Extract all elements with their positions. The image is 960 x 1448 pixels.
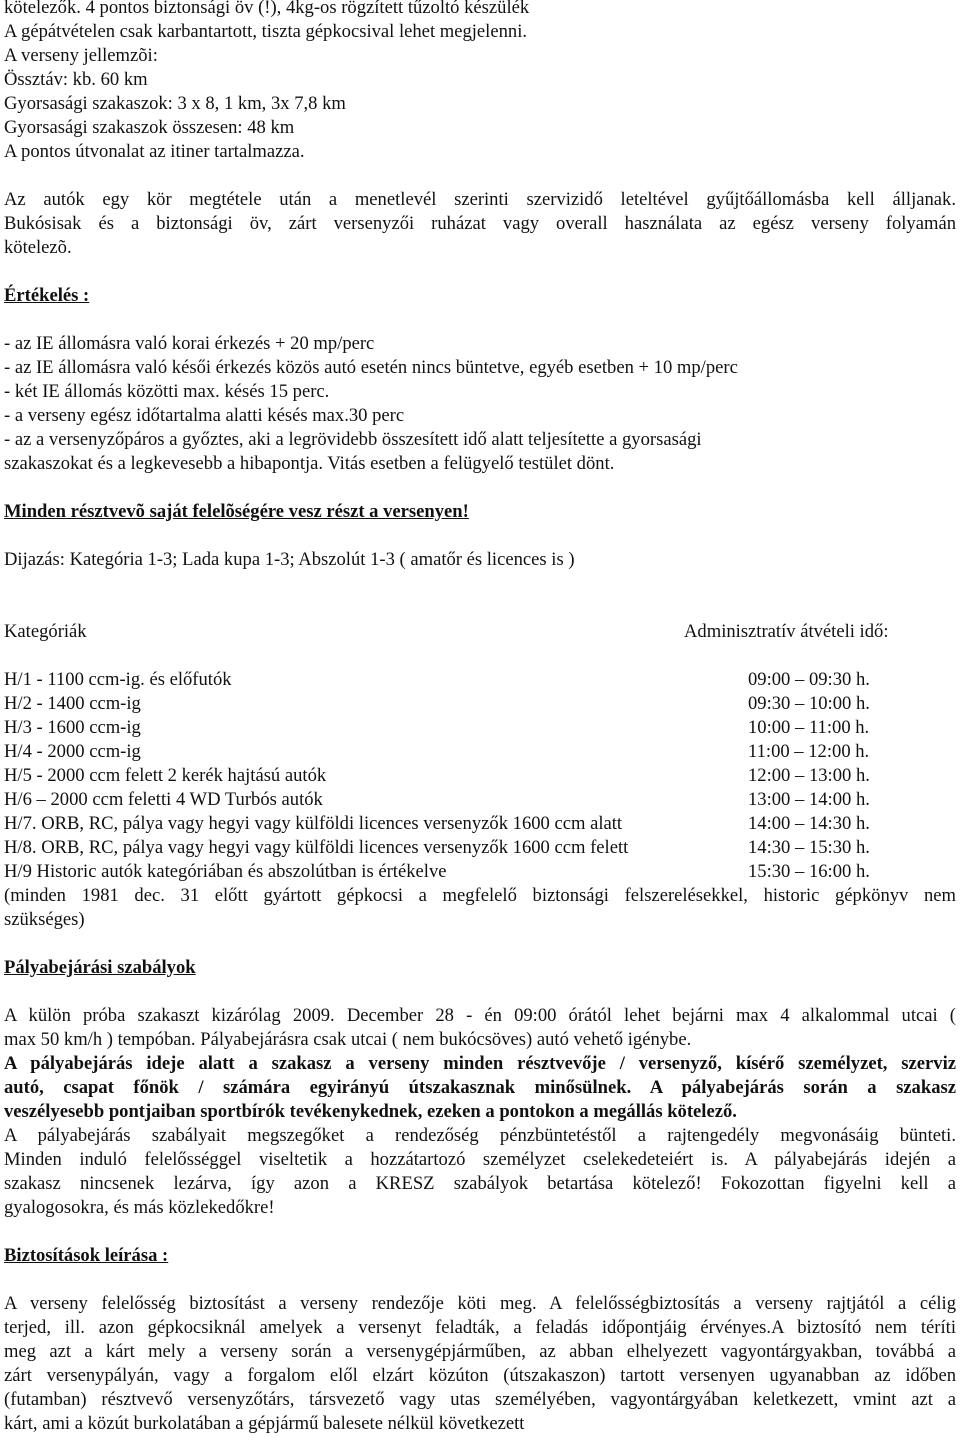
evaluation-line: - az a versenyzőpáros a győztes, aki a legrövidebb összesített idő alatt teljesítette a gyorsasági bbox=[4, 429, 702, 450]
course-line: gyalogosokra, és más közlekedőkre! bbox=[4, 1197, 275, 1218]
category-time: 09:00 – 09:30 h. bbox=[748, 669, 870, 690]
category-time: 13:00 – 14:00 h. bbox=[748, 789, 870, 810]
course-line: A külön próba szakaszt kizárólag 2009. December 28 - én 09:00 órától lehet bejárni max 4 alkalommal utcai ( bbox=[4, 1005, 956, 1026]
category-row bbox=[4, 668, 956, 692]
service-paragraph bbox=[4, 188, 956, 212]
course-line: max 50 km/h ) tempóban. Pályabejárásra csak utcai ( nem bukócsöves) autó vehető igénybe. bbox=[4, 1029, 692, 1050]
insurance-line: kárt, ami a közút burkolatában a gépjármű balesete nélkül következett bbox=[4, 1413, 525, 1434]
category-name: H/4 - 2000 ccm-ig bbox=[4, 741, 141, 762]
category-row bbox=[4, 812, 956, 836]
evaluation-line: - az IE állomásra való korai érkezés + 20 mp/perc bbox=[4, 333, 375, 354]
category-name: H/3 - 1600 ccm-ig bbox=[4, 717, 141, 738]
section-heading: Biztosítások leírása : bbox=[4, 1245, 169, 1266]
categories-heading: Kategóriák bbox=[4, 621, 87, 642]
intro-line: A verseny jellemzõi: bbox=[4, 45, 158, 66]
insurance-line: terjed, ill. azon gépkocsiknál amelyek a versenyt feladták, a feladás időpontjáig érvényes.A biztosító nem téríti bbox=[4, 1317, 956, 1338]
category-time: 10:00 – 11:00 h. bbox=[748, 717, 870, 738]
historic-note-line: (minden 1981 dec. 31 előtt gyártott gépkocsi a megfelelő biztonsági felszerelésekkel, historic gépkönyv nem bbox=[4, 885, 956, 906]
course-bold-line: A pályabejárás ideje alatt a szakasz a verseny minden résztvevője / versenyző, kísérő személyzet, szerviz bbox=[4, 1053, 956, 1074]
insurance-line: A verseny felelősség biztosítást a verseny rendezője köti meg. A felelősségbiztosítás a verseny rajtjától a célig bbox=[4, 1293, 956, 1314]
safety-paragraph bbox=[4, 212, 956, 260]
category-row bbox=[4, 764, 956, 788]
course-inspection-section bbox=[4, 956, 956, 1220]
category-row bbox=[4, 788, 956, 812]
category-name: H/8. ORB, RC, pálya vagy hegyi vagy külföldi licences versenyzők 1600 ccm felett bbox=[4, 837, 629, 858]
insurance-line: (futamban) résztvevő versenyzőtárs, társvezető vagy utas személyében, vagyontárgyában keletkezett, vmint azt a bbox=[4, 1389, 956, 1410]
evaluation-line: - az IE állomásra való késői érkezés közös autó esetén nincs büntetve, egyéb esetben + 10 mp/perc bbox=[4, 357, 738, 378]
category-time: 09:30 – 10:00 h. bbox=[748, 693, 870, 714]
insurance-line: zárt versenypályán, vagy a forgalom elől elzárt közúton (útszakaszon) tartott versenyen ugyanabban az időben bbox=[4, 1365, 956, 1386]
evaluation-line: - a verseny egész időtartalma alatti késés max.30 perc bbox=[4, 405, 405, 426]
category-name: H/6 – 2000 ccm feletti 4 WD Turbós autók bbox=[4, 789, 323, 810]
evaluation-section bbox=[4, 284, 956, 476]
intro-line: Gyorsasági szakaszok: 3 x 8, 1 km, 3x 7,8 km bbox=[4, 93, 346, 114]
course-line: Minden induló felelősséggel viseltetik a hozzátartozó személyzet cselekedeteiért is. A pályabejárás idején a bbox=[4, 1149, 956, 1170]
category-row bbox=[4, 836, 956, 860]
insurance-line: meg azt a kárt mely a verseny során a versenygépjárműben, az abban elhelyezett vagyontárgyakban, továbbá a bbox=[4, 1341, 956, 1362]
intro-line: Gyorsasági szakaszok összesen: 48 km bbox=[4, 117, 295, 138]
category-time: 14:00 – 14:30 h. bbox=[748, 813, 870, 834]
category-name: H/1 - 1100 ccm-ig. és előfutók bbox=[4, 669, 232, 690]
course-bold-line: veszélyesebb pontjaiban sportbírók tevékenykednek, ezeken a pontokon a megállás kötelező. bbox=[4, 1101, 737, 1122]
historic-note-line: szükséges) bbox=[4, 909, 85, 930]
category-time: 15:30 – 16:00 h. bbox=[748, 861, 870, 882]
section-heading: Pályabejárási szabályok bbox=[4, 957, 196, 978]
paragraph-line: Bukósisak és a biztonsági öv, zárt versenyzői ruházat vagy overall használata az egész verseny folyamán bbox=[4, 213, 956, 234]
category-row bbox=[4, 692, 956, 716]
category-name: H/7. ORB, RC, pálya vagy hegyi vagy külföldi licences versenyzők 1600 ccm alatt bbox=[4, 813, 623, 834]
intro-line: A pontos útvonalat az itiner tartalmazza. bbox=[4, 141, 305, 162]
intro-line: Össztáv: kb. 60 km bbox=[4, 69, 148, 90]
course-line: szakasz nincsenek lezárva, így azon a KRESZ szabályok betartása kötelező! Fokozottan figyelni kell a bbox=[4, 1173, 956, 1194]
document-page bbox=[4, 0, 956, 1436]
responsibility-notice: Minden résztvevõ saját felelõségére vesz részt a versenyen! bbox=[4, 501, 469, 522]
evaluation-line: szakaszokat és a legkevesebb a hibapontja. Vitás esetben a felügyelő testület dönt. bbox=[4, 453, 615, 474]
intro-block bbox=[4, 0, 956, 164]
evaluation-line: - két IE állomás közötti max. késés 15 perc. bbox=[4, 381, 330, 402]
categories-header bbox=[4, 620, 956, 644]
admin-time-heading: Adminisztratív átvételi idő: bbox=[684, 621, 889, 642]
paragraph-line: Az autók egy kör megtétele után a menetlevél szerinti szervizidő leteltével gyűjtőállomásba kell álljanak. bbox=[4, 189, 956, 210]
paragraph-line: kötelezõ. bbox=[4, 237, 72, 258]
category-time: 14:30 – 15:30 h. bbox=[748, 837, 870, 858]
intro-line: kötelezők. 4 pontos biztonsági öv (!), 4kg-os rögzített tűzoltó készülék bbox=[4, 0, 530, 18]
section-heading: Értékelés : bbox=[4, 285, 90, 306]
category-name: H/2 - 1400 ccm-ig bbox=[4, 693, 141, 714]
intro-line: A gépátvételen csak karbantartott, tiszta gépkocsival lehet megjelenni. bbox=[4, 21, 528, 42]
category-name: H/9 Historic autók kategóriában és abszolútban is értékelve bbox=[4, 861, 447, 882]
category-row bbox=[4, 860, 956, 884]
course-line: A pályabejárás szabályait megszegőket a rendezőség pénzbüntetéstől a rajtengedély megvonásáig bünteti. bbox=[4, 1125, 956, 1146]
categories-section bbox=[4, 620, 956, 932]
category-name: H/5 - 2000 ccm felett 2 kerék hajtású autók bbox=[4, 765, 327, 786]
category-time: 11:00 – 12:00 h. bbox=[748, 741, 870, 762]
course-bold-line: autó, csapat főnök / számára egyirányú útszakasznak minősülnek. A pályabejárás során a szakasz bbox=[4, 1077, 956, 1098]
category-row bbox=[4, 740, 956, 764]
insurance-section bbox=[4, 1244, 956, 1436]
category-time: 12:00 – 13:00 h. bbox=[748, 765, 870, 786]
category-row bbox=[4, 716, 956, 740]
prizes-line: Dijazás: Kategória 1-3; Lada kupa 1-3; Abszolút 1-3 ( amatőr és licences is ) bbox=[4, 549, 575, 570]
